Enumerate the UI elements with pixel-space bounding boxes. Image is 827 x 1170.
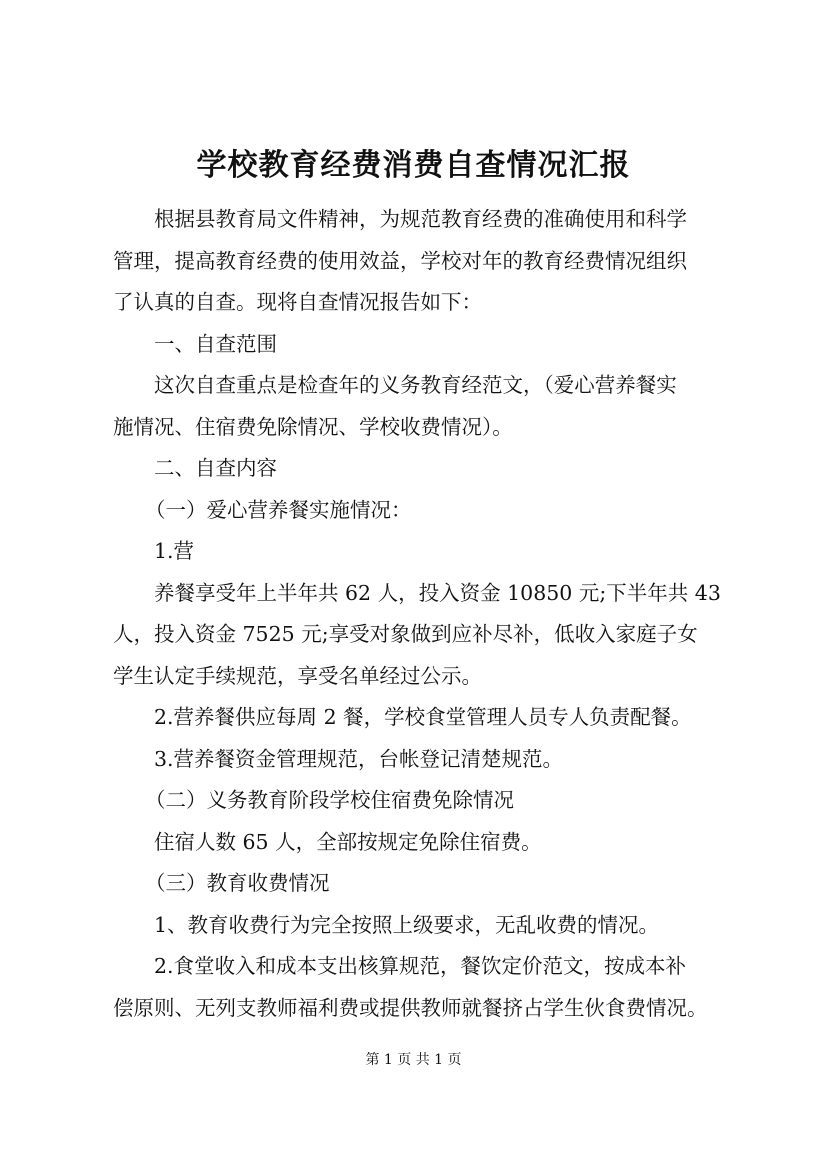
subsection-heading: （二）义务教育阶段学校住宿费免除情况 bbox=[145, 788, 514, 812]
paragraph-line: 了认真的自查。现将自查情况报告如下： bbox=[113, 290, 482, 314]
subsection-heading: （三）教育收费情况 bbox=[145, 871, 330, 895]
paragraph-line: 施情况、住宿费免除情况、学校收费情况）。 bbox=[113, 414, 513, 439]
paragraph-line: 偿原则、无列支教师福利费或提供教师就餐挤占学生伙食费情况。 bbox=[113, 995, 708, 1020]
paragraph-line: 2.食堂收入和成本支出核算规范，餐饮定价范文，按成本补 bbox=[154, 954, 687, 978]
page-footer: 第 1 页 共 1 页 bbox=[365, 1052, 462, 1068]
paragraph-line: 根据县教育局文件精神，为规范教育经费的准确使用和科学 bbox=[154, 207, 687, 231]
document-title: 学校教育经费消费自查情况汇报 bbox=[196, 148, 631, 183]
section-heading: 二、自查内容 bbox=[154, 456, 277, 480]
paragraph-line: 管理，提高教育经费的使用效益，学校对年的教育经费情况组织 bbox=[113, 248, 687, 273]
document-body bbox=[113, 199, 737, 1029]
paragraph-line: 养餐享受年上半年共 62 人，投入资金 10850 元;下半年共 43 bbox=[154, 580, 721, 605]
paragraph-line: 1、教育收费行为完全按照上级要求，无乱收费的情况。 bbox=[154, 912, 660, 937]
section-heading: 一、自查范围 bbox=[154, 331, 277, 356]
paragraph-line: 人，投入资金 7525 元;享受对象做到应补尽补，低收入家庭子女 bbox=[113, 622, 698, 646]
paragraph-line: 学生认定手续规范，享受名单经过公示。 bbox=[113, 663, 482, 688]
paragraph-line: 3.营养餐资金管理规范，台帐登记清楚规范。 bbox=[154, 746, 564, 771]
paragraph-line: 2.营养餐供应每周 2 餐，学校食堂管理人员专人负责配餐。 bbox=[154, 705, 692, 729]
paragraph-line: 这次自查重点是检查年的义务教育经范文，（爱心营养餐实 bbox=[154, 373, 677, 397]
paragraph-line: 住宿人数 65 人，全部按规定免除住宿费。 bbox=[154, 829, 542, 854]
paragraph-line: 1.营 bbox=[154, 539, 195, 563]
subsection-heading: （一）爱心营养餐实施情况： bbox=[145, 497, 412, 522]
